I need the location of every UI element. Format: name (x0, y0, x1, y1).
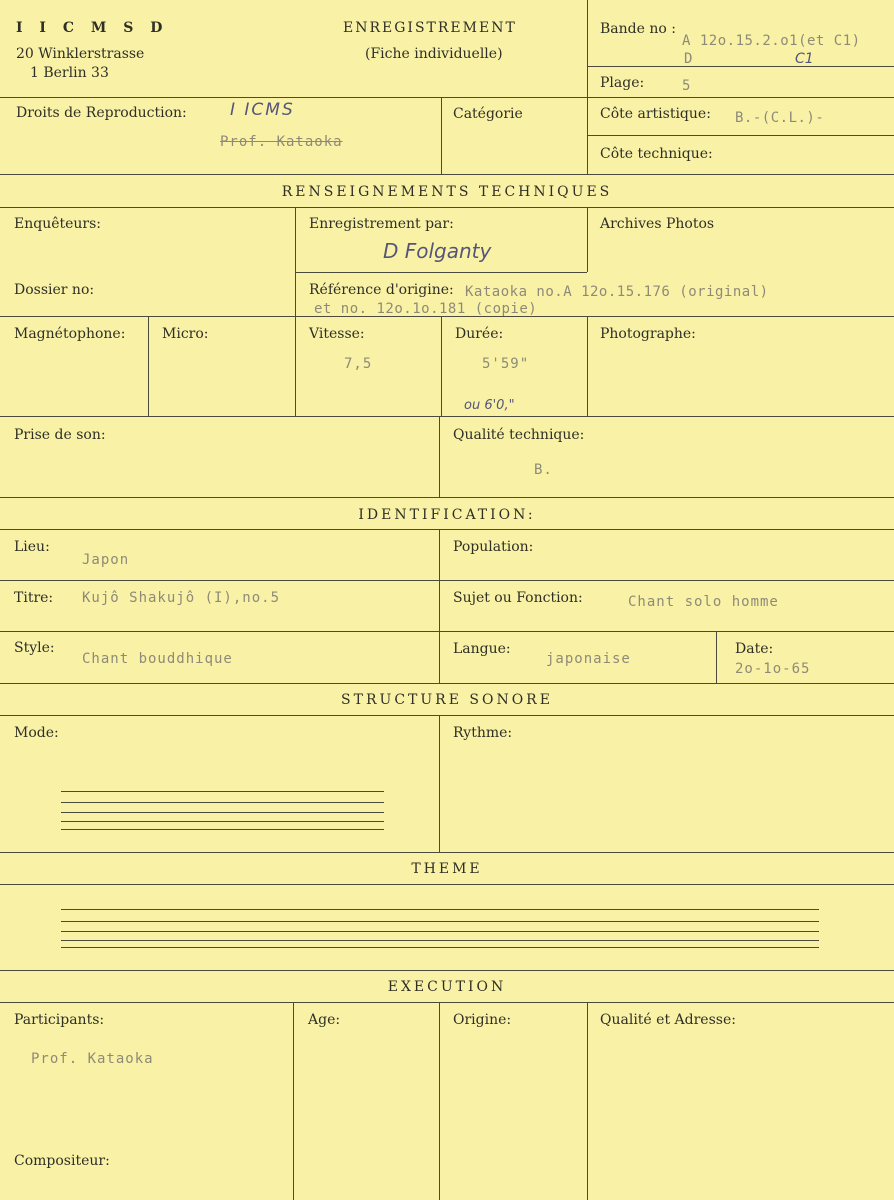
rule (0, 580, 894, 581)
style-value: Chant bouddhique (82, 651, 233, 667)
rule (439, 416, 440, 497)
duree-handwritten: ou 6'0," (464, 398, 515, 413)
rule (439, 1002, 440, 1200)
bande-handwritten: C1 (795, 51, 814, 67)
section-struct: STRUCTURE SONORE (341, 692, 553, 708)
theme-line (61, 947, 819, 948)
droits-handwritten: I ICMS (230, 100, 295, 120)
address-line-2: 1 Berlin 33 (30, 65, 109, 81)
langue-label: Langue: (453, 641, 511, 657)
bande-value: A 12o.15.2.o1(et C1) (682, 33, 861, 49)
section-ident: IDENTIFICATION: (358, 507, 536, 523)
rule (0, 683, 894, 684)
plage-label: Plage: (600, 75, 645, 91)
section-tech: RENSEIGNEMENTS TECHNIQUES (281, 184, 613, 200)
rule (0, 174, 894, 175)
section-theme: THEME (411, 861, 483, 877)
form-title: ENREGISTREMENT (343, 20, 517, 36)
droits-struck: Prof. Kataoka (220, 134, 343, 150)
langue-value: japonaise (546, 651, 631, 667)
mode-line (61, 821, 384, 822)
rule (0, 852, 894, 853)
rythme-label: Rythme: (453, 725, 513, 741)
qualite-adresse-label: Qualité et Adresse: (600, 1012, 736, 1028)
vitesse-value: 7,5 (344, 356, 373, 372)
rule (0, 497, 894, 498)
droits-label: Droits de Reproduction: (16, 105, 187, 121)
rule (0, 207, 894, 208)
style-label: Style: (14, 640, 55, 656)
rule (0, 416, 894, 417)
categorie-label: Catégorie (453, 106, 523, 122)
form-subtitle: (Fiche individuelle) (365, 46, 503, 62)
mode-line (61, 829, 384, 830)
titre-value: Kujô Shakujô (I),no.5 (82, 590, 281, 606)
lieu-value: Japon (82, 552, 130, 568)
mode-line (61, 812, 384, 813)
rule (0, 529, 894, 530)
enregistrement-label: Enregistrement par: (309, 216, 454, 232)
theme-line (61, 909, 819, 910)
rule (716, 631, 717, 683)
lieu-label: Lieu: (14, 539, 50, 555)
date-label: Date: (735, 641, 774, 657)
institute-logo: I I C M S D (16, 20, 169, 36)
population-label: Population: (453, 539, 534, 555)
compositeur-label: Compositeur: (14, 1153, 110, 1169)
participants-label: Participants: (14, 1012, 105, 1028)
origine-label: Origine: (453, 1012, 512, 1028)
sujet-label: Sujet ou Fonction: (453, 590, 583, 606)
prise-label: Prise de son: (14, 427, 106, 443)
qualite-label: Qualité technique: (453, 427, 585, 443)
duree-value: 5'59" (482, 356, 530, 372)
rule (439, 529, 440, 683)
rule (587, 135, 894, 136)
rule (295, 272, 587, 273)
rule (0, 970, 894, 971)
duree-label: Durée: (455, 326, 504, 342)
date-value: 2o-1o-65 (735, 661, 811, 677)
address-line-1: 20 Winklerstrasse (16, 46, 145, 62)
plage-value: 5 (682, 78, 692, 94)
reference-value-1: Kataoka no.A 12o.15.176 (original) (465, 284, 769, 300)
rule (295, 207, 296, 416)
cote-artistique-value: B.-(C.L.)- (735, 110, 825, 126)
sujet-value: Chant solo homme (628, 594, 779, 610)
enqueteurs-label: Enquêteurs: (14, 216, 102, 232)
rule (0, 97, 894, 98)
mode-line (61, 791, 384, 792)
rule (587, 1002, 588, 1200)
age-label: Age: (308, 1012, 341, 1028)
enregistrement-handwritten: D Folganty (383, 239, 492, 263)
rule (0, 715, 894, 716)
participants-value: Prof. Kataoka (31, 1051, 154, 1067)
rule (587, 66, 894, 67)
mode-label: Mode: (14, 725, 59, 741)
theme-line (61, 940, 819, 941)
rule (587, 316, 588, 416)
section-exec: EXECUTION (387, 979, 507, 995)
micro-label: Micro: (162, 326, 209, 342)
rule (0, 631, 894, 632)
titre-label: Titre: (14, 590, 54, 606)
theme-line (61, 931, 819, 932)
rule (441, 97, 442, 174)
mode-line (61, 802, 384, 803)
rule (587, 0, 588, 174)
archives-label: Archives Photos (600, 216, 715, 232)
bande-label: Bande no : (600, 21, 676, 37)
dossier-label: Dossier no: (14, 282, 95, 298)
theme-line (61, 921, 819, 922)
bande-value-2: D (684, 51, 694, 67)
cote-artistique-label: Côte artistique: (600, 106, 711, 122)
reference-value-2: et no. 12o.1o.181 (copie) (314, 301, 538, 317)
rule (0, 884, 894, 885)
photographe-label: Photographe: (600, 326, 696, 342)
rule (441, 316, 442, 416)
rule (587, 207, 588, 272)
cote-technique-label: Côte technique: (600, 146, 713, 162)
reference-label: Référence d'origine: (309, 282, 454, 298)
vitesse-label: Vitesse: (309, 326, 365, 342)
magnetophone-label: Magnétophone: (14, 326, 126, 342)
qualite-value: B. (534, 462, 553, 478)
rule (439, 715, 440, 852)
rule (0, 1002, 894, 1003)
rule (148, 316, 149, 416)
rule (293, 1002, 294, 1200)
